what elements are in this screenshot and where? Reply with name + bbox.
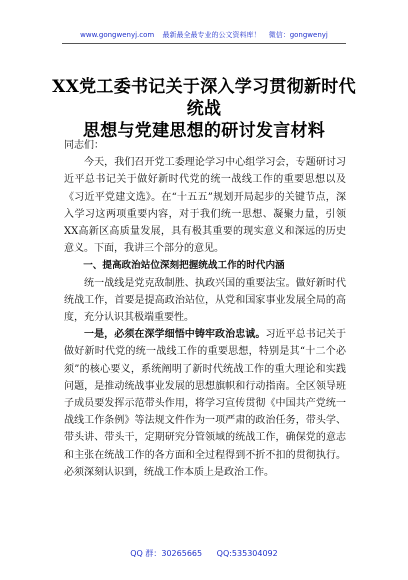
site-url[interactable]: www.gongwenyj.com <box>80 31 155 39</box>
paragraph-section-1: 统一战线是党克敌制胜、执政兴国的重要法宝。做好新时代统战工作，首要是提高政治站位，从党和国家事业发展全局的高度，充分认识其极端重要性。 <box>64 277 346 324</box>
document-title <box>50 76 358 142</box>
paragraph-point-1 <box>64 326 346 481</box>
site-slogan: 最新最全最专业的公文资料库！ <box>162 31 261 39</box>
title-line-2: 思想与党建思想的研讨发言材料 <box>82 121 326 141</box>
salutation: 同志们： <box>64 140 104 151</box>
wechat-id: 微信：gongwenyj <box>268 31 328 39</box>
paragraph-intro: 今天，我们召开党工委理论学习中心组学习会，专题研讨习近平总书记关于做好新时代党的统一战线工作的重要思想以及《习近平党建文选》。在“十五五”规划开局起步的关键节点，深入学习这两项重要内容，对于我们统一思想、凝聚力量，引领XX高新区高质量发展，具有极其重要的现实意义和深远的历史意义。下面，我讲三个部分的意见。 <box>64 157 346 255</box>
site-header <box>0 30 408 40</box>
document-body <box>64 137 346 481</box>
header-divider <box>62 43 346 44</box>
title-line-1: XX党工委书记关于深入学习贯彻新时代统战 <box>52 77 356 119</box>
site-footer <box>0 548 408 559</box>
qq-group: QQ 群：30265665 <box>130 549 203 558</box>
point-1-lead: 一是，必须在深学细悟中铸牢政治忠诚。 <box>84 329 266 341</box>
section-heading-1: 一、提高政治站位深刻把握统战工作的时代内涵 <box>83 260 285 272</box>
point-1-text: 习近平总书记关于做好新时代党的统一战线工作的重要思想，特别是其“十二个必须”的核心要义，系统阐明了新时代统战工作的重大理论和实践问题，是推动统战事业发展的思想旗帜和行动指南。全区领导班子成员要发挥示范带头作用，将学习宣传贯彻《中国共产党统一战线工作条例》等法规文件作为一项严肃的政治任务，带头学、带头讲、带头干，定期研究分管领域的统战工作，确保党的意志和主张在统战工作的各方面和全过程得到不折不扣的贯彻执行。必须深刻认识到，统战工作本质上是政治工作。 <box>64 329 347 478</box>
qq-number: QQ:535304092 <box>216 549 278 558</box>
